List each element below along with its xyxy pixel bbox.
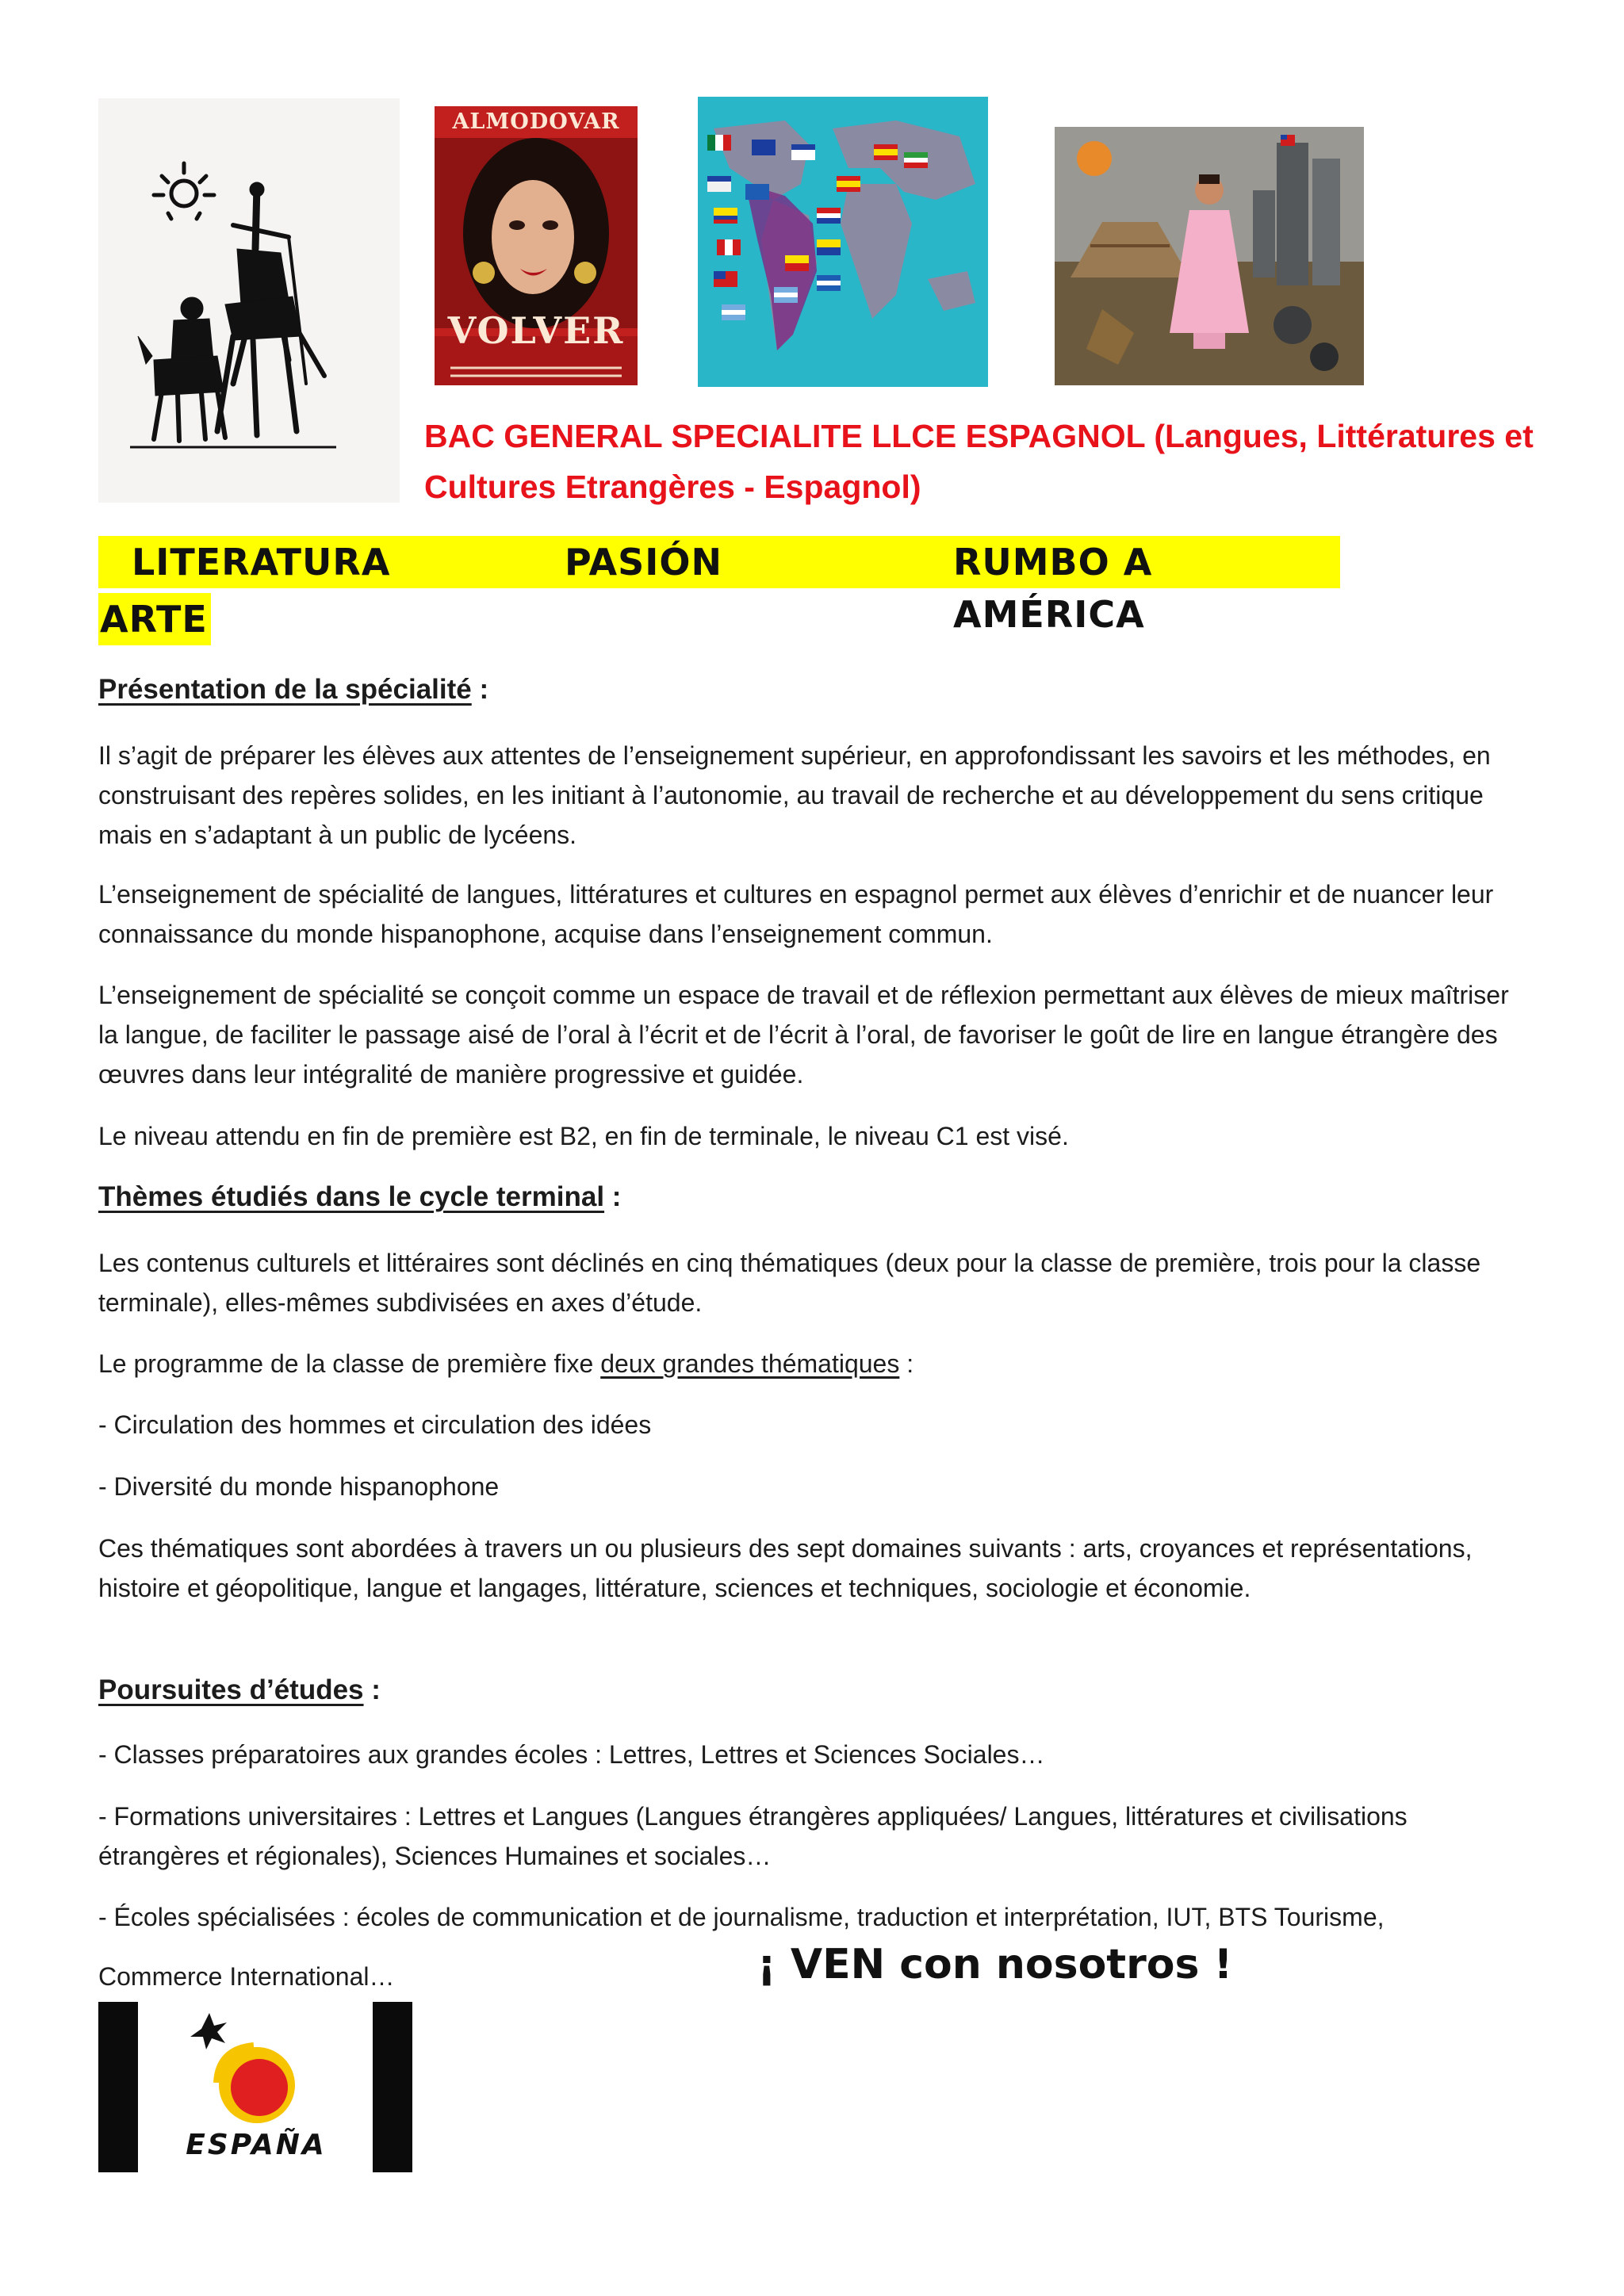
espana-logo-image xyxy=(98,2002,412,2172)
themes-item-2: - Diversité du monde hispanophone xyxy=(98,1472,500,1501)
volver-poster-image xyxy=(435,106,638,385)
poursuites-heading-text: Poursuites d’études xyxy=(98,1674,364,1705)
presentation-section xyxy=(98,670,1518,710)
theme-literatura: LITERATURA xyxy=(132,541,391,584)
themes-heading: Thèmes étudiés dans le cycle terminal : xyxy=(98,1181,622,1212)
poursuites-heading: Poursuites d’études : xyxy=(98,1674,381,1705)
themes-paragraph-1: Les contenus culturels et littéraires sont déclinés en cinq thématiques (deux pour la classe de première, trois pour la classe terminale), elles-mêmes subdivisées en axes d’étude. xyxy=(98,1249,1481,1317)
themes-item-1: - Circulation des hommes et circulation des idées xyxy=(98,1410,652,1439)
slogan: ¡ VEN con nosotros ! xyxy=(757,1941,1233,1988)
theme-pasion: PASIÓN xyxy=(565,541,722,584)
presentation-paragraph-2: L’enseignement de spécialité de langues, littératures et cultures en espagnol permet aux élèves d’enrichir et de nuancer leur connaissance du monde hispanophone, acquise dans l’enseignement commun. xyxy=(98,880,1494,948)
themes-paragraph-3: Ces thématiques sont abordées à travers un ou plusieurs des sept domaines suivants : arts, croyances et représentations, histoire et géopolitique, langue et langages, littérature, sciences et techniques, sociologie et économie. xyxy=(98,1534,1473,1602)
themes-heading-text: Thèmes étudiés dans le cycle terminal xyxy=(98,1181,605,1212)
frida-painting-image xyxy=(1055,127,1364,385)
poursuites-item-3: - Écoles spécialisées : écoles de communication et de journalisme, traduction et interprétation, IUT, BTS Tourisme, xyxy=(98,1903,1385,1931)
poster-film-title: VOLVER xyxy=(447,309,625,352)
poursuites-item-1: - Classes préparatoires aux grandes écoles : Lettres, Lettres et Sciences Sociales… xyxy=(98,1740,1045,1769)
title-line-2: Cultures Etrangères - Espagnol) xyxy=(424,469,921,505)
poursuites-item-2: - Formations universitaires : Lettres et Langues (Langues étrangères appliquées/ Langues, littératures et civilisations étrangères et régionales), Sciences Humaines et sociales… xyxy=(98,1802,1408,1870)
presentation-paragraph-4: Le niveau attendu en fin de première est B2, en fin de terminale, le niveau C1 est visé. xyxy=(98,1122,1069,1150)
presentation-heading-text: Présentation de la spécialité xyxy=(98,674,472,705)
presentation-paragraph-3: L’enseignement de spécialité se conçoit comme un espace de travail et de réflexion permettant aux élèves de mieux maîtriser la langue, de faciliter le passage aisé de l’oral à l’écrit et de l’écrit à l’oral, de favoriser le goût de lire en langue étrangère des œuvres dans leur intégralité de manière progressive et guidée. xyxy=(98,981,1509,1089)
themes-emphasis: deux grandes thématiques xyxy=(600,1349,900,1378)
presentation-heading: Présentation de la spécialité : xyxy=(98,674,489,705)
espana-logo-text: ESPAÑA xyxy=(186,2129,327,2161)
page-title xyxy=(424,411,1566,512)
theme-rumbo: RUMBO A AMÉRICA xyxy=(953,541,1153,636)
don-quixote-image xyxy=(98,98,400,503)
themes-paragraph-2: Le programme de la classe de première fixe deux grandes thématiques : xyxy=(98,1349,914,1378)
title-line-1: BAC GENERAL SPECIALITE LLCE ESPAGNOL (Langues, Littératures et xyxy=(424,418,1534,454)
poursuites-item-4: Commerce International… xyxy=(98,1962,395,1991)
poster-director-label: ALMODOVAR xyxy=(452,109,620,134)
world-map-flags-image xyxy=(698,97,988,387)
theme-arte: ARTE xyxy=(98,593,211,645)
presentation-paragraph-1: Il s’agit de préparer les élèves aux attentes de l’enseignement supérieur, en approfondissant les savoirs et les méthodes, en construisant des repères solides, en les initiant à l’autonomie, au travail de recherche et au développement du sens critique mais en s’adaptant à un public de lycéens. xyxy=(98,741,1491,849)
